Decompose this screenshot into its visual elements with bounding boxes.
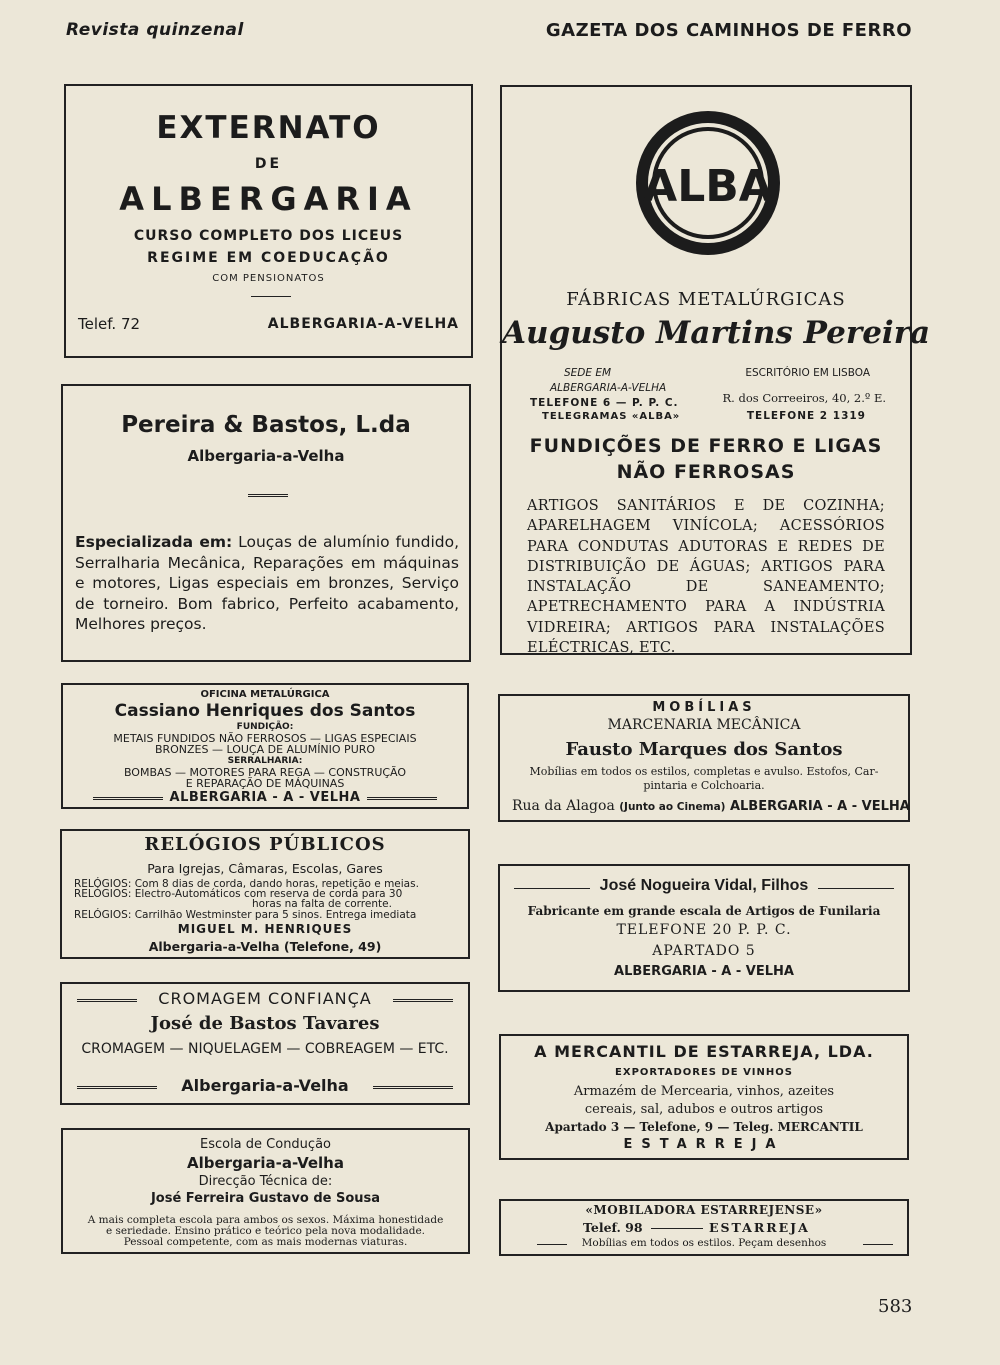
- cassiano-rule-right: [367, 797, 437, 800]
- ad-mobilias: [498, 694, 910, 822]
- ad-pereira-bastos: [61, 384, 471, 662]
- mobilias-address: [512, 798, 910, 814]
- cassiano-kicker: OFICINA METALÚRGICA: [200, 689, 330, 700]
- escola-title: Escola de Condução: [199, 1137, 331, 1152]
- mobiladora-tagline: Mobílias em todos os estilos. Peçam desenhos: [581, 1237, 827, 1249]
- ad-externato: [64, 84, 473, 358]
- nogueira-apt: APARTADO 5: [652, 943, 756, 959]
- alba-sede-tg: TELEGRAMAS «ALBA»: [542, 411, 681, 422]
- pereira-text: Louças de alumínio fundido, Serralharia Mecânica, Reparações em máquinas e motores, Ligas especiais em bronzes, Serviço de torneiro. Bom fabrico, Perfeito acabamento, Melhores preços.: [75, 533, 459, 633]
- alba-sede-label: SEDE EM: [564, 367, 612, 379]
- cassiano-line4: E REPARAÇÃO DE MÁQUINAS: [185, 777, 345, 790]
- alba-esc-label: ESCRITÓRIO EM LISBOA: [745, 367, 870, 379]
- cassiano-place: ALBERGARIA - A - VELHA: [169, 790, 361, 805]
- nogueira-desc: Fabricante em grande escala de Artigos de Funilaria: [527, 904, 881, 918]
- externato-place: ALBERGARIA-A-VELHA: [267, 316, 459, 332]
- cromagem-rule-right: [393, 999, 453, 1002]
- escola-name: José Ferreira Gustavo de Sousa: [150, 1191, 381, 1206]
- cromagem-place: Albergaria-a-Velha: [181, 1076, 349, 1095]
- mobilias-name: Fausto Marques dos Santos: [565, 739, 843, 760]
- alba-sede-place: ALBERGARIA-A-VELHA: [550, 382, 667, 394]
- alba-kicker: FÁBRICAS METALÚRGICAS: [566, 289, 846, 310]
- mercantil-text2: cereais, sal, adubos e outros artigos: [584, 1102, 824, 1117]
- alba-sede-tel: TELEFONE 6 — P. P. C.: [530, 397, 679, 409]
- pereira-text-block: [75, 532, 459, 635]
- relogios-r3: RELÓGIOS: Carrilhão Westminster para 5 sinos. Entrega imediata: [74, 909, 417, 921]
- relogios-maker: MIGUEL M. HENRIQUES: [177, 922, 353, 936]
- escola-text1: A mais completa escola para ambos os sexos. Máxima honestidade: [87, 1214, 444, 1226]
- ad-cromagem: [60, 982, 470, 1105]
- escola-text3: Pessoal competente, com as mais modernas viaturas.: [123, 1236, 408, 1248]
- pereira-divider: [248, 494, 288, 497]
- alba-esc-tel: TELEFONE 2 1319: [746, 410, 866, 422]
- externato-divider: [251, 296, 291, 297]
- escola-direction: Direcção Técnica de:: [198, 1174, 333, 1189]
- externato-line1: CURSO COMPLETO DOS LICEUS: [133, 228, 404, 244]
- mercantil-title: A MERCANTIL DE ESTARREJA, LDA.: [534, 1042, 874, 1061]
- externato-telef: Telef. 72: [78, 315, 141, 333]
- mobilias-sub: MARCENARIA MECÂNICA: [607, 717, 801, 733]
- mobiladora-title: «MOBILADORA ESTARREJENSE»: [585, 1203, 823, 1217]
- cromagem-rule-right-2: [373, 1086, 453, 1089]
- alba-logo: [632, 107, 784, 259]
- externato-line2: REGIME EM COEDUCAÇÃO: [147, 250, 390, 266]
- externato-name: ALBERGARIA: [119, 180, 418, 218]
- pereira-lead: Especializada em:: [75, 533, 233, 551]
- page-number: 583: [878, 1296, 913, 1317]
- pereira-place: Albergaria-a-Velha: [187, 447, 345, 465]
- alba-title: Augusto Martins Pereira: [502, 315, 931, 351]
- ad-cassiano: [61, 683, 469, 809]
- mobilias-text1: Mobílias em todos os estilos, completas e avulso. Estofos, Car-: [529, 765, 879, 778]
- running-header-left: Revista quinzenal: [66, 20, 244, 40]
- externato-line3: COM PENSIONATOS: [212, 273, 325, 284]
- mobiladora-place: ESTARREJA: [709, 1220, 810, 1235]
- cromagem-title: CROMAGEM CONFIANÇA: [158, 989, 372, 1008]
- alba-heading-1: FUNDIÇÕES DE FERRO E LIGAS: [529, 435, 883, 457]
- cassiano-line2: BRONZES — LOUÇA DE ALUMÍNIO PURO: [154, 743, 376, 756]
- relogios-place: Albergaria-a-Velha (Telefone, 49): [148, 939, 382, 954]
- cromagem-name: José de Bastos Tavares: [150, 1013, 380, 1034]
- alba-heading-2: NÃO FERROSAS: [616, 461, 796, 483]
- nogueira-tel: TELEFONE 20 P. P. C.: [616, 922, 792, 938]
- mobilias-kicker: MOBÍLIAS: [652, 700, 756, 715]
- externato-title: EXTERNATO: [156, 110, 381, 146]
- externato-de: DE: [254, 156, 283, 172]
- ad-alba: [500, 85, 931, 657]
- mobilias-text2: pintaria e Colchoaria.: [643, 779, 765, 792]
- mobilias-street: Rua da Alagoa: [512, 798, 615, 814]
- running-header-right: GAZETA DOS CAMINHOS DE FERRO: [545, 20, 912, 41]
- cassiano-line3: BOMBAS — MOTORES PARA REGA — CONSTRUÇÃO: [123, 766, 407, 779]
- pereira-title: Pereira & Bastos, L.da: [121, 412, 411, 438]
- escola-text2: e seriedade. Ensino prático e teórico pela nova modalidade.: [105, 1225, 425, 1237]
- mercantil-kicker: EXPORTADORES DE VINHOS: [615, 1067, 793, 1078]
- relogios-sub: Para Igrejas, Câmaras, Escolas, Gares: [147, 861, 383, 876]
- mobilias-street-note: (Junto ao Cinema): [619, 801, 726, 813]
- alba-logo-text: ALBA: [643, 161, 773, 212]
- mobiladora-telef: Telef. 98: [583, 1220, 643, 1235]
- cassiano-line1: METAIS FUNDIDOS NÃO FERROSOS — LIGAS ESPECIAIS: [113, 732, 417, 745]
- escola-place: Albergaria-a-Velha: [187, 1154, 344, 1172]
- ad-relogios: [60, 829, 470, 959]
- relogios-title: RELÓGIOS PÚBLICOS: [144, 834, 386, 855]
- nogueira-rule-right: [818, 888, 894, 889]
- relogios-r2: RELÓGIOS: Electro-Automáticos com reserva de corda para 30: [74, 888, 403, 900]
- nogueira-name: José Nogueira Vidal, Filhos: [599, 877, 809, 894]
- ad-mobiladora: [499, 1199, 909, 1256]
- mercantil-place: ESTARREJA: [623, 1137, 785, 1152]
- cromagem-services: CROMAGEM — NIQUELAGEM — COBREAGEM — ETC.: [81, 1041, 449, 1057]
- mercantil-contact: Apartado 3 — Telefone, 9 — Teleg. MERCANTIL: [545, 1120, 863, 1134]
- relogios-r1: RELÓGIOS: Com 8 dias de corda, dando horas, repetição e meias.: [74, 878, 419, 890]
- nogueira-place: ALBERGARIA - A - VELHA: [614, 964, 794, 979]
- mercantil-text1: Armazém de Mercearia, vinhos, azeites: [573, 1084, 835, 1099]
- cassiano-fundicao: FUNDIÇÃO:: [236, 722, 294, 732]
- ad-escola: [61, 1128, 470, 1254]
- alba-esc-addr: R. dos Correeiros, 40, 2.º E.: [722, 391, 886, 405]
- mobiladora-rule-right: [863, 1244, 893, 1245]
- ad-nogueira: [498, 864, 910, 992]
- alba-body: ARTIGOS SANITÁRIOS E DE COZINHA; APARELHAGEM VINÍCOLA; ACESSÓRIOS PARA CONDUTAS ADUTORAS E REDES DE DISTRIBUIÇÃO DE ÁGUAS; ARTIGOS PARA INSTALAÇÃO DE SANEAMENTO; APETRECHAMENTO PARA A INDÚSTRIA VIDREIRA; ARTIGOS PARA INSTALAÇÕES ELÉCTRICAS, ETC.: [527, 498, 885, 657]
- cassiano-title: Cassiano Henriques dos Santos: [114, 701, 416, 721]
- relogios-r2b: horas na falta de corrente.: [252, 898, 392, 910]
- mobilias-place: ALBERGARIA - A - VELHA: [729, 799, 910, 814]
- cassiano-serralharia: SERRALHARIA:: [227, 756, 303, 766]
- ad-mercantil: [499, 1034, 909, 1160]
- mobiladora-rule-mid: [651, 1228, 703, 1229]
